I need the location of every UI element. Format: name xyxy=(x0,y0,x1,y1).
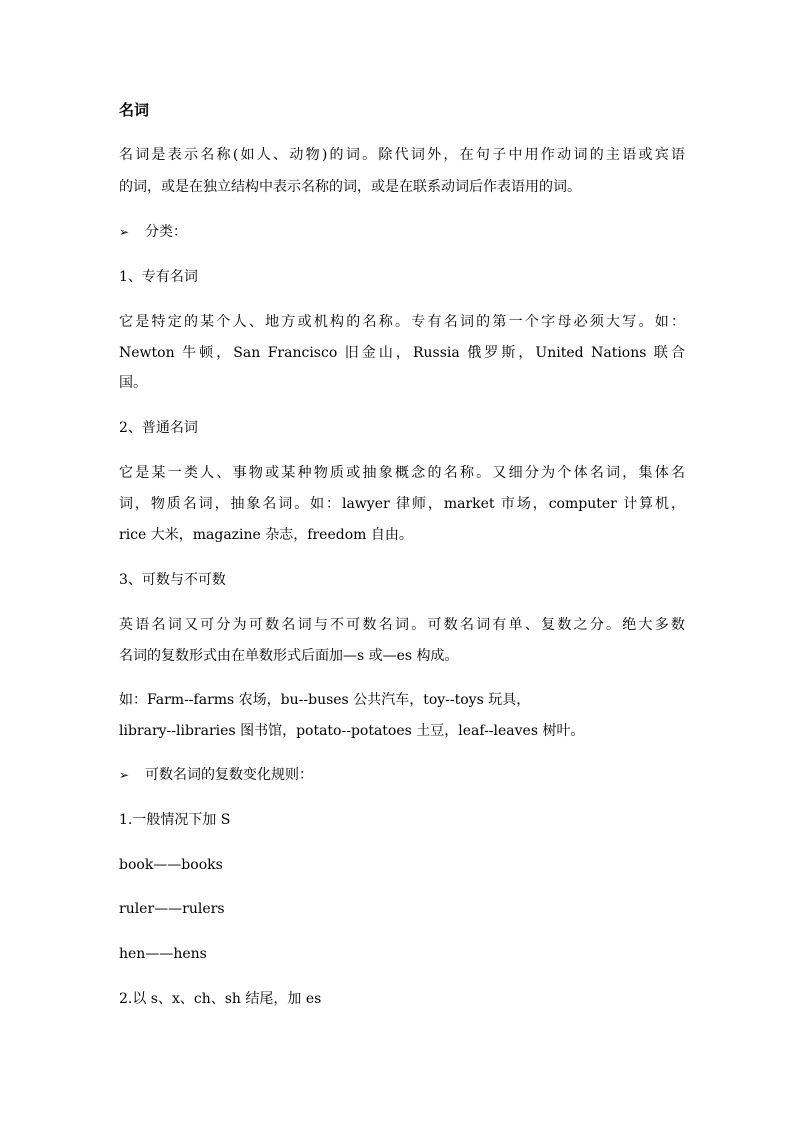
rule-1-example: ruler——rulers xyxy=(119,901,225,917)
proper-noun-line-2: Newton 牛顿，San Francisco 旧金山，Russia 俄罗斯，United Nations 联合 xyxy=(119,345,685,361)
common-noun-heading: 2、普通名词 xyxy=(119,420,198,436)
classification-label: 分类： xyxy=(145,224,187,240)
page-title: 名词 xyxy=(119,101,150,119)
proper-noun-line-3: 国。 xyxy=(119,375,147,391)
plural-rules-heading xyxy=(119,765,313,785)
definition-line-2: 的词，或是在独立结构中表示名称的词，或是在联系动词后作表语用的词。 xyxy=(119,179,581,195)
common-noun-line-3: rice 大米，magazine 杂志，freedom 自由。 xyxy=(119,527,413,543)
common-noun-line-1: 它是某一类人、事物或某种物质或抽象概念的名称。又细分为个体名词，集体名 xyxy=(119,465,685,481)
definition-line-1: 名词是表示名称(如人、动物)的词。除代词外，在句子中用作动词的主语或宾语 xyxy=(119,147,685,163)
countable-example-1: 如：Farm--farms 农场，bu--buses 公共汽车，toy--toys 玩具， xyxy=(119,692,531,708)
proper-noun-heading: 1、专有名词 xyxy=(119,269,198,285)
plural-rules-label: 可数名词的复数变化规则： xyxy=(145,767,313,783)
classification-heading xyxy=(119,222,187,242)
common-noun-line-2: 词，物质名词，抽象名词。如：lawyer 律师，market 市场，computer 计算机， xyxy=(119,496,685,512)
rule-1-example: hen——hens xyxy=(119,946,207,962)
arrow-bullet-icon: ➢ xyxy=(119,225,130,239)
countable-example-2: library--libraries 图书馆，potato--potatoes 土豆，leaf--leaves 树叶。 xyxy=(119,723,585,739)
countable-heading: 3、可数与不可数 xyxy=(119,572,226,588)
rule-1-heading: 1.一般情况下加 S xyxy=(119,812,231,828)
rule-2-heading: 2.以 s、x、ch、sh 结尾，加 es xyxy=(119,991,322,1007)
countable-line-1: 英语名词又可分为可数名词与不可数名词。可数名词有单、复数之分。绝大多数 xyxy=(119,617,685,633)
arrow-bullet-icon: ➢ xyxy=(119,768,130,782)
countable-line-2: 名词的复数形式由在单数形式后面加—s 或—es 构成。 xyxy=(119,648,459,664)
rule-1-example: book——books xyxy=(119,857,223,873)
proper-noun-line-1: 它是特定的某个人、地方或机构的名称。专有名词的第一个字母必须大写。如： xyxy=(119,314,685,330)
